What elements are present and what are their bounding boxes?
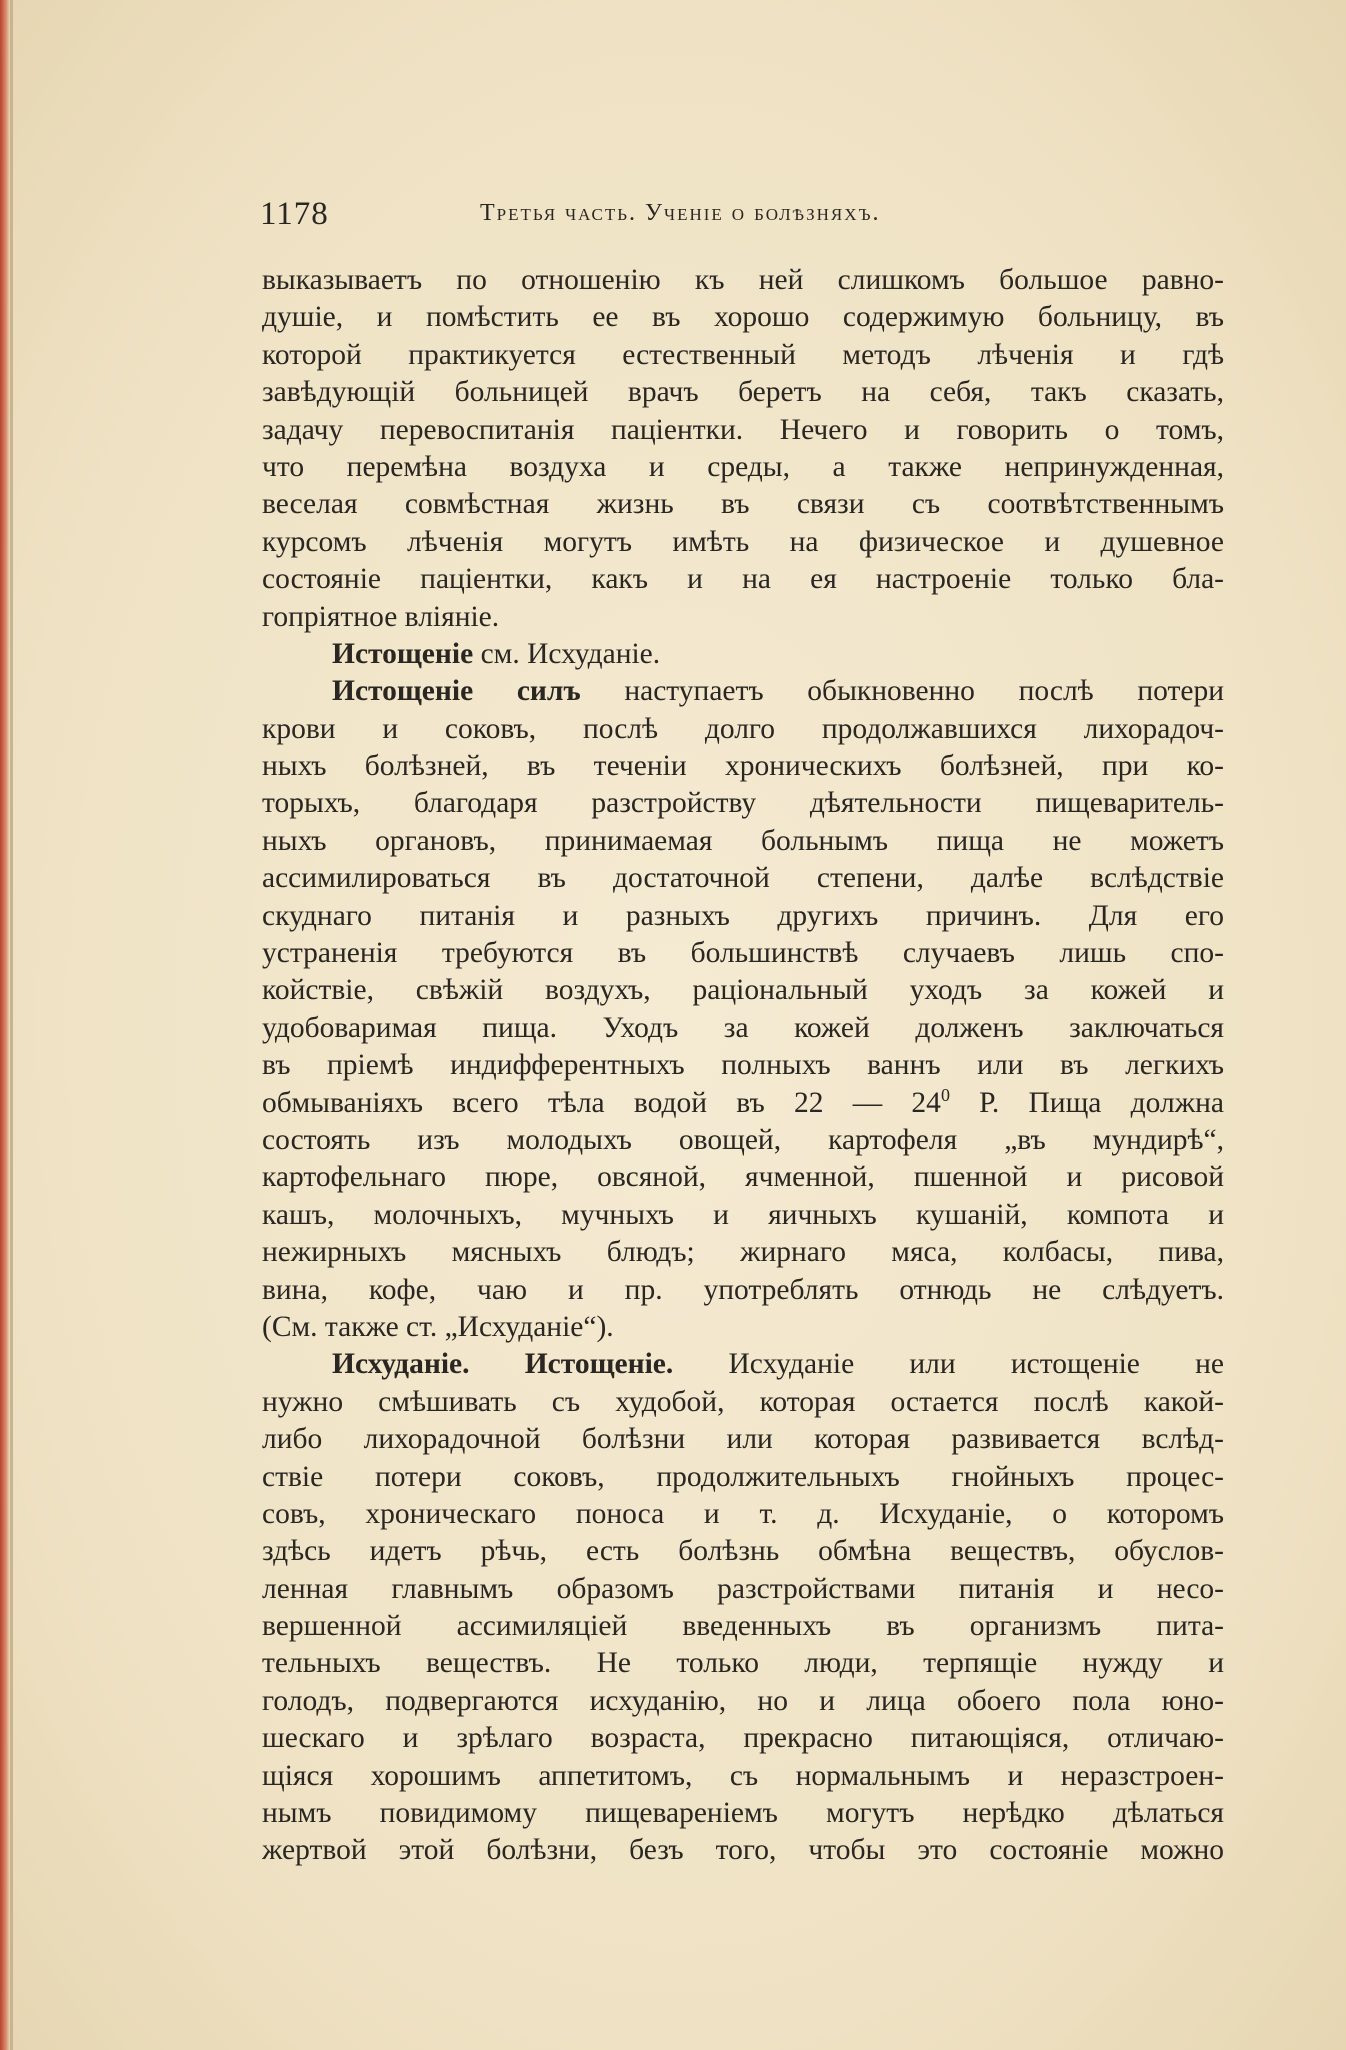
text-line [262, 636, 1224, 673]
line-text: нужно смѣшивать съ худобой, которая остается послѣ какой- [262, 1385, 1224, 1418]
text-line [262, 1720, 1224, 1757]
line-text: картофельнаго пюре, овсяной, ячменной, пшенной и рисовой [262, 1161, 1224, 1194]
text-line [262, 1683, 1224, 1720]
text-line [262, 1459, 1224, 1496]
line-text: задачу перевоспитанiя пацiентки. Нечего и говорить о томъ, [262, 413, 1224, 446]
text-line [262, 1795, 1224, 1832]
line-text: торыхъ, благодаря разстройству дѣятельности пищеваритель- [262, 787, 1224, 820]
line-text: крови и соковъ, послѣ долго продолжавшихся лихорадоч- [262, 712, 1224, 745]
line-text: вершенной ассимиляцiей введенныхъ въ организмъ пита- [262, 1610, 1224, 1643]
text-line [262, 1608, 1224, 1645]
text-line [262, 823, 1224, 860]
line-text: веселая совмѣстная жизнь въ связи съ соотвѣтственнымъ [262, 488, 1224, 521]
line-text: нымъ повидимому пищеваренiемъ могутъ нерѣдко дѣлаться [262, 1797, 1224, 1830]
line-text: гопрiятное влiянiе. [262, 600, 500, 633]
text-line [262, 860, 1224, 897]
line-text: ныхъ болѣзней, въ теченiи хроническихъ болѣзней, при ко- [262, 750, 1224, 783]
line-text: душiе, и помѣстить ее въ хорошо содержимую больницу, въ [262, 301, 1224, 334]
line-text: нежирныхъ мясныхъ блюдъ; жирнаго мяса, колбасы, пива, [262, 1236, 1224, 1269]
text-line [262, 748, 1224, 785]
line-text-continued: Р. Пища должна [949, 1086, 1224, 1119]
entry-headword: Исхуданiе. Истощенiе. [332, 1348, 674, 1381]
text-line [262, 1272, 1224, 1309]
text-line [262, 299, 1224, 336]
line-text: см. Исхуданiе. [473, 637, 661, 670]
text-line [262, 1421, 1224, 1458]
text-line [262, 785, 1224, 822]
line-text: либо лихорадочной болѣзни или которая развивается вслѣд- [262, 1423, 1224, 1456]
text-line [262, 486, 1224, 523]
text-line [262, 1346, 1224, 1383]
text-line [262, 972, 1224, 1009]
text-line [262, 599, 1224, 636]
text-line [262, 673, 1224, 710]
text-line [262, 1159, 1224, 1196]
page-header [260, 196, 1220, 236]
line-text: кашъ, молочныхъ, мучныхъ и яичныхъ кушанiй, компота и [262, 1198, 1224, 1231]
line-text: скуднаго питанiя и разныхъ другихъ причинъ. Для его [262, 899, 1224, 932]
degree-superscript: 0 [940, 1084, 950, 1105]
line-text: которой практикуется естественный методъ лѣченiя и гдѣ [262, 338, 1224, 371]
line-text: завѣдующiй больницей врачъ беретъ на себя, такъ сказать, [262, 376, 1224, 409]
line-text: (См. также ст. „Исхуданiе“). [262, 1310, 614, 1343]
line-text: койствiе, свѣжiй воздухъ, рацiональный уходъ за кожей и [262, 974, 1224, 1007]
text-line [262, 1832, 1224, 1869]
line-text: въ прiемѣ индифферентныхъ полныхъ ваннъ или въ легкихъ [262, 1049, 1224, 1082]
line-text: совъ, хроническаго поноса и т. д. Исхуданiе, о которомъ [262, 1497, 1224, 1530]
line-text: обмыванiяхъ всего тѣла водой въ 22 — 24 [262, 1086, 941, 1119]
text-line [262, 898, 1224, 935]
text-line [262, 449, 1224, 486]
line-text: вина, кофе, чаю и пр. употреблять отнюдь не слѣдуетъ. [262, 1273, 1224, 1306]
line-text: наступаетъ обыкновенно послѣ потери [580, 675, 1224, 708]
line-text: ленная главнымъ образомъ разстройствами питанiя и несо- [262, 1572, 1224, 1605]
line-text: устраненiя требуются въ большинствѣ случаевъ лишь спо- [262, 937, 1224, 970]
text-line [262, 1645, 1224, 1682]
page-fold-line [10, 0, 13, 2050]
line-text: Исхуданiе или истощенiе не [673, 1348, 1224, 1381]
line-text: жертвой этой болѣзни, безъ того, чтобы это состоянiе можно [262, 1834, 1224, 1867]
line-text: состоянiе пацiентки, какъ и на ея настроенiе только бла- [262, 563, 1224, 596]
text-line [262, 1758, 1224, 1795]
text-line [262, 337, 1224, 374]
text-line [262, 711, 1224, 748]
line-text: здѣсь идетъ рѣчь, есть болѣзнь обмѣна веществъ, обуслов- [262, 1535, 1224, 1568]
body-text [262, 262, 1224, 1870]
line-text: что перемѣна воздуха и среды, а также непринужденная, [262, 450, 1224, 483]
entry-headword: Истощенiе [332, 637, 474, 670]
page-number: 1178 [260, 196, 329, 232]
text-line [262, 412, 1224, 449]
line-text: ныхъ органовъ, принимаемая больнымъ пища не можетъ [262, 824, 1224, 857]
line-text: тельныхъ веществъ. Не только люди, терпящiе нужду и [262, 1647, 1224, 1680]
text-line [262, 1010, 1224, 1047]
line-text: шескаго и зрѣлаго возраста, прекрасно питающiяся, отличаю- [262, 1722, 1224, 1755]
text-line [262, 1571, 1224, 1608]
text-line [262, 1197, 1224, 1234]
line-text: выказываетъ по отношенiю къ ней слишкомъ большое равно- [262, 264, 1224, 296]
text-line [262, 1085, 1224, 1122]
text-line [262, 1234, 1224, 1271]
text-line [262, 374, 1224, 411]
line-text: ствiе потери соковъ, продолжительныхъ гнойныхъ процес- [262, 1460, 1224, 1493]
text-line [262, 935, 1224, 972]
text-line [262, 1496, 1224, 1533]
running-head: Третья часть. Ученiе о болѣзняхъ. [480, 200, 881, 226]
line-text: ассимилироваться въ достаточной степени, далѣе вслѣдствiе [262, 862, 1224, 895]
text-line [262, 1533, 1224, 1570]
text-line [262, 524, 1224, 561]
text-line [262, 262, 1224, 299]
text-line [262, 561, 1224, 598]
line-text: курсомъ лѣченiя могутъ имѣть на физическое и душевное [262, 525, 1224, 558]
page-edge [0, 0, 10, 2050]
line-text: щiяся хорошимъ аппетитомъ, съ нормальнымъ и неразстроен- [262, 1759, 1224, 1792]
text-line [262, 1122, 1224, 1159]
text-line [262, 1384, 1224, 1421]
text-line [262, 1047, 1224, 1084]
text-line [262, 1309, 1224, 1346]
line-text: голодъ, подвергаются исхуданiю, но и лица обоего пола юно- [262, 1684, 1224, 1717]
entry-headword: Истощенiе силъ [332, 675, 581, 708]
line-text: состоять изъ молодыхъ овощей, картофеля „въ мундирѣ“, [262, 1123, 1224, 1156]
line-text: удобоваримая пища. Уходъ за кожей долженъ заключаться [262, 1011, 1224, 1044]
